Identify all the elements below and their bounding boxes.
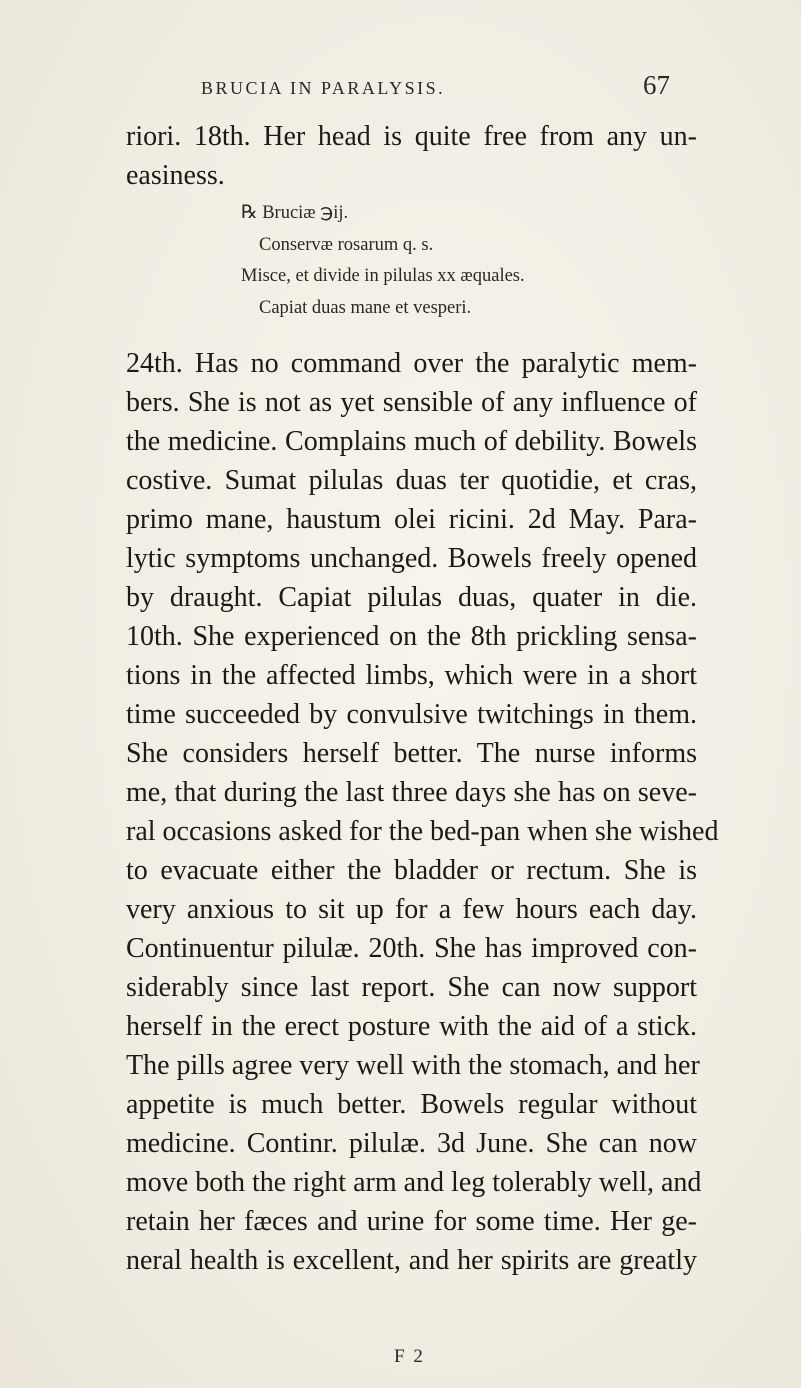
text-line: appetite is much better. Bowels regular without	[126, 1089, 697, 1120]
text-line: very anxious to sit up for a few hours each day.	[126, 894, 697, 925]
text-line: time succeeded by convulsive twitchings in them.	[126, 699, 697, 730]
running-head: BRUCIA IN PARALYSIS.	[201, 78, 446, 98]
text-line: Continuentur pilulæ. 20th. She has improved con-	[126, 933, 697, 964]
signature-mark: F 2	[394, 1346, 425, 1367]
text-line: retain her fæces and urine for some time. Her ge-	[126, 1206, 697, 1237]
text-line: 24th. Has no command over the paralytic mem-	[126, 348, 697, 379]
text-line: 10th. She experienced on the 8th prickling sensa-	[126, 621, 697, 652]
text-line: primo mane, haustum olei ricini. 2d May. Para-	[126, 504, 697, 535]
prescription-line: ℞ Bruciæ ℈ij.	[241, 203, 349, 223]
text-line: The pills agree very well with the stomach, and her	[126, 1050, 700, 1081]
prescription-line: Capiat duas mane et vesperi.	[259, 298, 472, 318]
text-line: siderably since last report. She can now support	[126, 972, 697, 1003]
page-number: 67	[643, 70, 670, 100]
text-line: bers. She is not as yet sensible of any influence of	[126, 387, 697, 418]
text-line: move both the right arm and leg tolerably well, and	[126, 1167, 702, 1198]
text-line: the medicine. Complains much of debility. Bowels	[126, 426, 697, 457]
text-line: ral occasions asked for the bed-pan when she wished	[126, 816, 719, 847]
text-line: tions in the affected limbs, which were in a short	[126, 660, 697, 691]
text-line: to evacuate either the bladder or rectum. She is	[126, 855, 697, 886]
text-line: easiness.	[126, 160, 225, 191]
text-line: me, that during the last three days she has on seve-	[126, 777, 697, 808]
text-line: by draught. Capiat pilulas duas, quater in die.	[126, 582, 697, 613]
text-line: neral health is excellent, and her spirits are greatly	[126, 1245, 697, 1276]
text-line: She considers herself better. The nurse informs	[126, 738, 697, 769]
prescription-line: Misce, et divide in pilulas xx æquales.	[241, 266, 525, 286]
text-line: herself in the erect posture with the aid of a stick.	[126, 1011, 697, 1042]
prescription-line: Conservæ rosarum q. s.	[259, 235, 434, 255]
text-line: costive. Sumat pilulas duas ter quotidie, et cras,	[126, 465, 697, 496]
text-line: lytic symptoms unchanged. Bowels freely opened	[126, 543, 697, 574]
text-line: medicine. Continr. pilulæ. 3d June. She can now	[126, 1128, 697, 1159]
text-line: riori. 18th. Her head is quite free from any un-	[126, 121, 697, 152]
